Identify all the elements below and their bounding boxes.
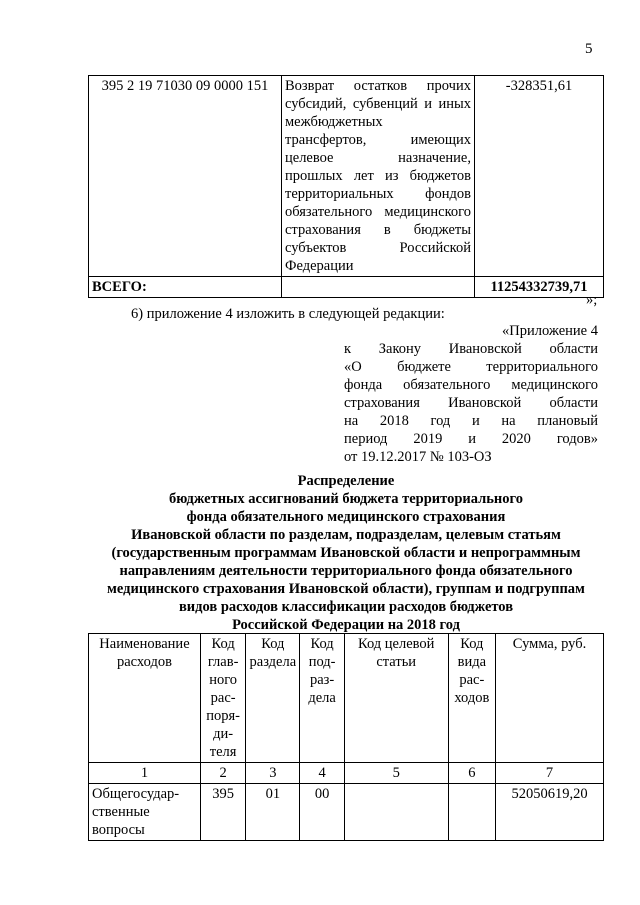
income-description: Возврат остатков прочих субсидий, субвенций и иных межбюджетных трансфертов, имеющих целевое назначение, прошлых лет из бюджетов территориальных фондов обязательного медицинского страхования в бюджеты субъектов Российской Федерации xyxy=(282,76,475,277)
income-table xyxy=(88,75,604,298)
total-row xyxy=(89,277,604,298)
closing-quote: »; xyxy=(586,292,598,308)
document-heading: Распределение бюджетных ассигнований бюджета территориального фонда обязательного медицинского страхования Ивановской области по разделам, подразделам, целевым статьям (государственным программам Ивановской области и непрограммным направлениям деятельности территориального фонда обязательного медицинского страхования Ивановской области), группам и подгруппам видов расходов классификации расходов бюджетов Российской Федерации на 2018 год xyxy=(107,473,585,633)
header-section-code: Код раздела xyxy=(246,634,300,763)
appendix-reference: «Приложение 4 к Закону Ивановской области «О бюджете территориального фонда обязательного медицинского страхования Ивановской области на 2018 год и на плановый период 2019 и 2020 годов» от 19.12.2017 № 103-ОЗ xyxy=(344,323,598,465)
expenditure-table xyxy=(88,633,604,841)
income-amount: -328351,61 xyxy=(475,76,604,277)
page-number: 5 xyxy=(585,41,593,57)
total-label: ВСЕГО: xyxy=(89,277,282,298)
header-main-manager-code: Код глав- ного рас- поря- ди- теля xyxy=(200,634,245,763)
header-subsection-code: Код под- раз- дела xyxy=(300,634,344,763)
expense-type-code xyxy=(448,784,495,841)
main-manager-code: 395 xyxy=(200,784,245,841)
expense-amount: 52050619,20 xyxy=(496,784,604,841)
table-row xyxy=(89,784,604,841)
total-amount: 11254332739,71 xyxy=(475,277,604,298)
subsection-code: 00 xyxy=(300,784,344,841)
column-number-row: 1 2 3 4 5 6 7 xyxy=(89,763,604,784)
section-code: 01 xyxy=(246,784,300,841)
header-name: Наименование расходов xyxy=(89,634,201,763)
amendment-line: 6) приложение 4 изложить в следующей редакции: xyxy=(131,306,445,322)
header-amount: Сумма, руб. xyxy=(496,634,604,763)
expense-name: Общегосудар- ственные вопросы xyxy=(89,784,201,841)
budget-code: 395 2 19 71030 09 0000 151 xyxy=(89,76,282,277)
table-row xyxy=(89,76,604,277)
table-header-row xyxy=(89,634,604,763)
header-target-article-code: Код целевой статьи xyxy=(344,634,448,763)
header-expense-type-code: Код вида рас- ходов xyxy=(448,634,495,763)
appendix-title: «Приложение 4 xyxy=(502,323,598,339)
target-article-code xyxy=(344,784,448,841)
